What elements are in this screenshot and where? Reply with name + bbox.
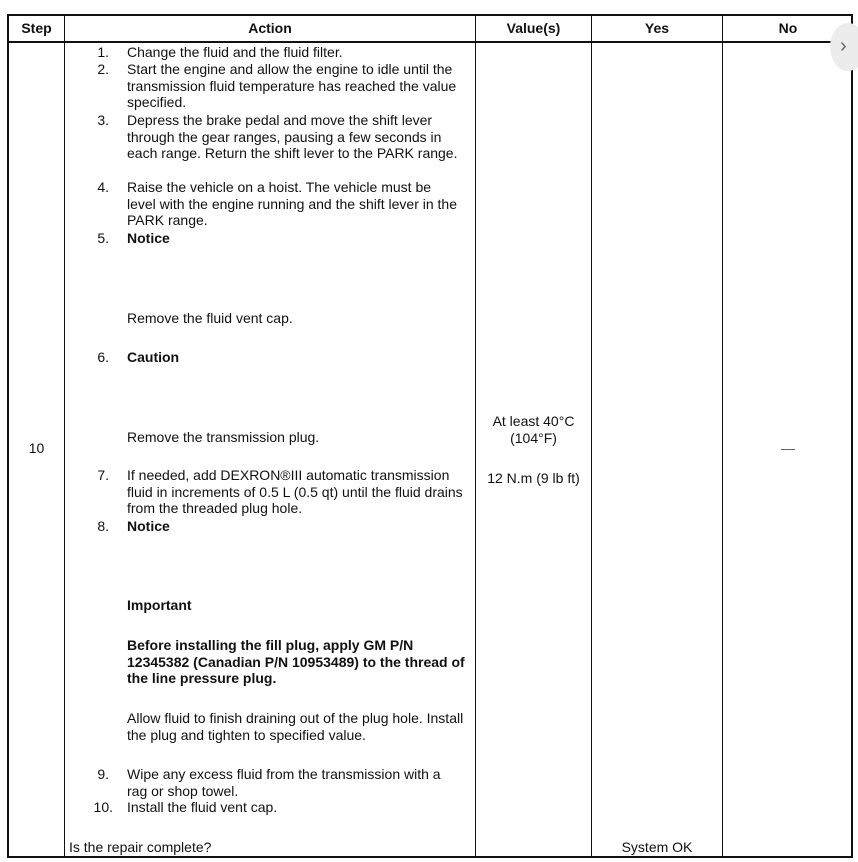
question-text: Is the repair complete? [69, 839, 212, 855]
step-text: Depress the brake pedal and move the shift lever through the gear ranges, pausing a few seconds in each range. Return the shift lever to the PARK range. [127, 112, 458, 161]
step-text: Wipe any excess fluid from the transmission with a rag or shop towel. [127, 766, 441, 799]
step-text: Install the fluid vent cap. [127, 799, 278, 815]
col-divider [64, 16, 65, 856]
step6-text: Remove the transmission plug. [127, 429, 320, 445]
header-no: No [778, 20, 798, 36]
step-index: 9. [97, 766, 109, 782]
step5-text: Remove the fluid vent cap. [127, 310, 293, 326]
notice-label: Notice [127, 518, 170, 534]
notice-label: Notice [127, 230, 170, 246]
value-torque: 12 N.m (9 lb ft) [487, 470, 580, 486]
diagnostic-table [7, 14, 853, 858]
col-divider [722, 16, 723, 856]
no-result: — [781, 440, 795, 456]
important-text: Before installing the fill plug, apply GM P/N 12345382 (Canadian P/N 10953489) to the thread of the line pressure plug. [127, 637, 465, 686]
step-index: 3. [97, 112, 109, 128]
step-index: 7. [97, 467, 109, 483]
step-index: 10. [93, 799, 113, 815]
header-divider [9, 41, 851, 43]
step-text: Change the fluid and the fluid filter. [127, 44, 343, 60]
step-text: Raise the vehicle on a hoist. The vehicle must be level with the engine running and the shift lever in the PARK range. [127, 179, 457, 228]
header-step: Step [21, 20, 52, 36]
yes-result: System OK [621, 839, 693, 855]
step8-text: Allow fluid to finish draining out of the plug hole. Install the plug and tighten to specified value. [127, 710, 464, 743]
step-index: 2. [97, 61, 109, 77]
col-divider [475, 16, 476, 856]
step-index: 8. [97, 518, 109, 534]
next-page-button[interactable] [830, 23, 858, 71]
header-action: Action [248, 20, 292, 36]
header-values: Value(s) [506, 20, 561, 36]
step-text: If needed, add DEXRON®III automatic transmission fluid in increments of 0.5 L (0.5 qt) until the fluid drains from the threaded plug hole. [127, 467, 463, 516]
caution-label: Caution [127, 349, 180, 365]
step-index: 5. [97, 230, 109, 246]
step-index: 1. [97, 44, 109, 60]
important-label: Important [127, 597, 192, 613]
header-yes: Yes [644, 20, 670, 36]
chevron-right-icon: › [840, 35, 847, 57]
step-number: 10 [28, 440, 45, 456]
step-index: 4. [97, 179, 109, 195]
step-index: 6. [97, 349, 109, 365]
step-text: Start the engine and allow the engine to idle until the transmission fluid temperature has reached the value specified. [127, 61, 457, 110]
col-divider [591, 16, 592, 856]
value-temperature: At least 40°C (104°F) [492, 413, 575, 446]
